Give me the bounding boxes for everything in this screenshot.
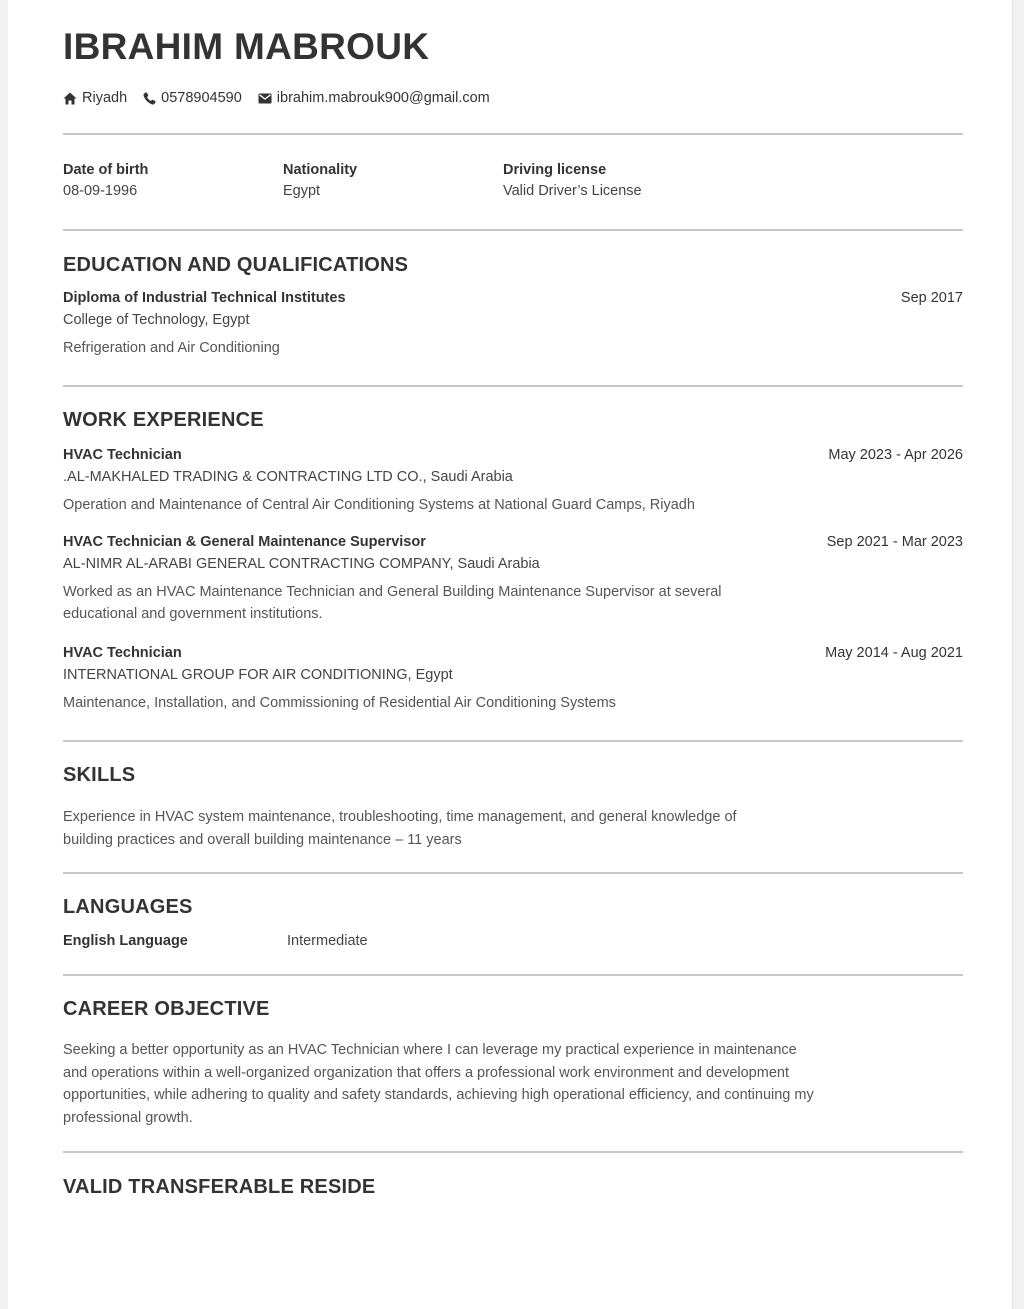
experience-entry — [63, 645, 963, 714]
driving-license-label: Driving license — [503, 162, 607, 178]
objective-title: CAREER OBJECTIVE — [63, 998, 270, 1020]
education-school: College of Technology, Egypt — [63, 312, 250, 328]
education-title: EDUCATION AND QUALIFICATIONS — [63, 254, 409, 276]
job-role: HVAC Technician — [63, 447, 182, 463]
driving-license — [503, 162, 642, 199]
divider — [63, 872, 963, 874]
location-text: Riyadh — [82, 90, 128, 106]
divider — [63, 133, 963, 135]
education-degree: Diploma of Industrial Technical Institutes — [63, 290, 346, 306]
divider — [63, 385, 963, 387]
contact-location — [63, 90, 127, 106]
job-description: Worked as an HVAC Maintenance Technician and General Building Maintenance Supervisor at several educational and government institutions. — [63, 584, 722, 622]
home-icon — [63, 92, 77, 105]
residence-title: VALID TRANSFERABLE RESIDE — [63, 1176, 376, 1198]
mail-icon — [258, 93, 272, 104]
email-text: ibrahim.mabrouk900@gmail.com — [276, 90, 490, 106]
contact-info — [63, 90, 506, 106]
job-role: HVAC Technician & General Maintenance Supervisor — [63, 534, 426, 550]
job-date: May 2023 - Apr 2026 — [828, 447, 963, 463]
job-date: May 2014 - Aug 2021 — [825, 645, 963, 661]
skills-title: SKILLS — [63, 764, 136, 786]
objective-text: Seeking a better opportunity as an HVAC Technician where I can leverage my practical experience in maintenance and operations within a well-organized organization that offers a professional work environment and development opportunities, while adhering to quality and safety standards, achieving high operational efficiency, and continuing my professional growth. — [63, 1042, 814, 1126]
job-description: Operation and Maintenance of Central Air Conditioning Systems at National Guard Camps, Riyadh — [63, 497, 695, 513]
experience-entry — [63, 447, 963, 516]
experience-title: WORK EXPERIENCE — [63, 409, 264, 431]
candidate-name: IBRAHIM MABROUK — [63, 26, 430, 67]
languages-title: LANGUAGES — [63, 896, 193, 918]
divider — [63, 229, 963, 231]
resume-page — [8, 0, 1013, 1309]
education-field: Refrigeration and Air Conditioning — [63, 340, 280, 356]
skills-text: Experience in HVAC system maintenance, troubleshooting, time management, and general knowledge of building practices and overall building maintenance – 11 years — [63, 809, 737, 848]
job-date: Sep 2021 - Mar 2023 — [826, 534, 963, 550]
job-company: AL-NIMR AL-ARABI GENERAL CONTRACTING COMPANY, Saudi Arabia — [63, 556, 540, 572]
education-entry — [63, 290, 963, 359]
job-role: HVAC Technician — [63, 645, 182, 661]
job-company: INTERNATIONAL GROUP FOR AIR CONDITIONING, Egypt — [63, 667, 453, 683]
date-of-birth-value: 08-09-1996 — [63, 183, 138, 199]
date-of-birth — [63, 162, 148, 199]
language-name: English Language — [63, 933, 188, 949]
driving-license-value: Valid Driver’s License — [503, 183, 642, 199]
job-description: Maintenance, Installation, and Commissioning of Residential Air Conditioning Systems — [63, 695, 616, 711]
phone-icon — [143, 92, 156, 105]
nationality-label: Nationality — [283, 162, 358, 178]
contact-email[interactable] — [258, 90, 490, 106]
date-of-birth-label: Date of birth — [63, 162, 149, 178]
divider — [63, 974, 963, 976]
divider — [63, 740, 963, 742]
phone-text: 0578904590 — [161, 90, 242, 106]
nationality-value: Egypt — [283, 183, 321, 199]
divider — [63, 1151, 963, 1153]
contact-phone[interactable] — [143, 90, 242, 106]
personal-details — [63, 162, 963, 212]
language-level: Intermediate — [287, 933, 368, 949]
job-company: .AL-MAKHALED TRADING & CONTRACTING LTD CO., Saudi Arabia — [63, 469, 513, 485]
education-date: Sep 2017 — [900, 290, 963, 306]
nationality — [283, 162, 357, 199]
experience-entry — [63, 534, 963, 625]
